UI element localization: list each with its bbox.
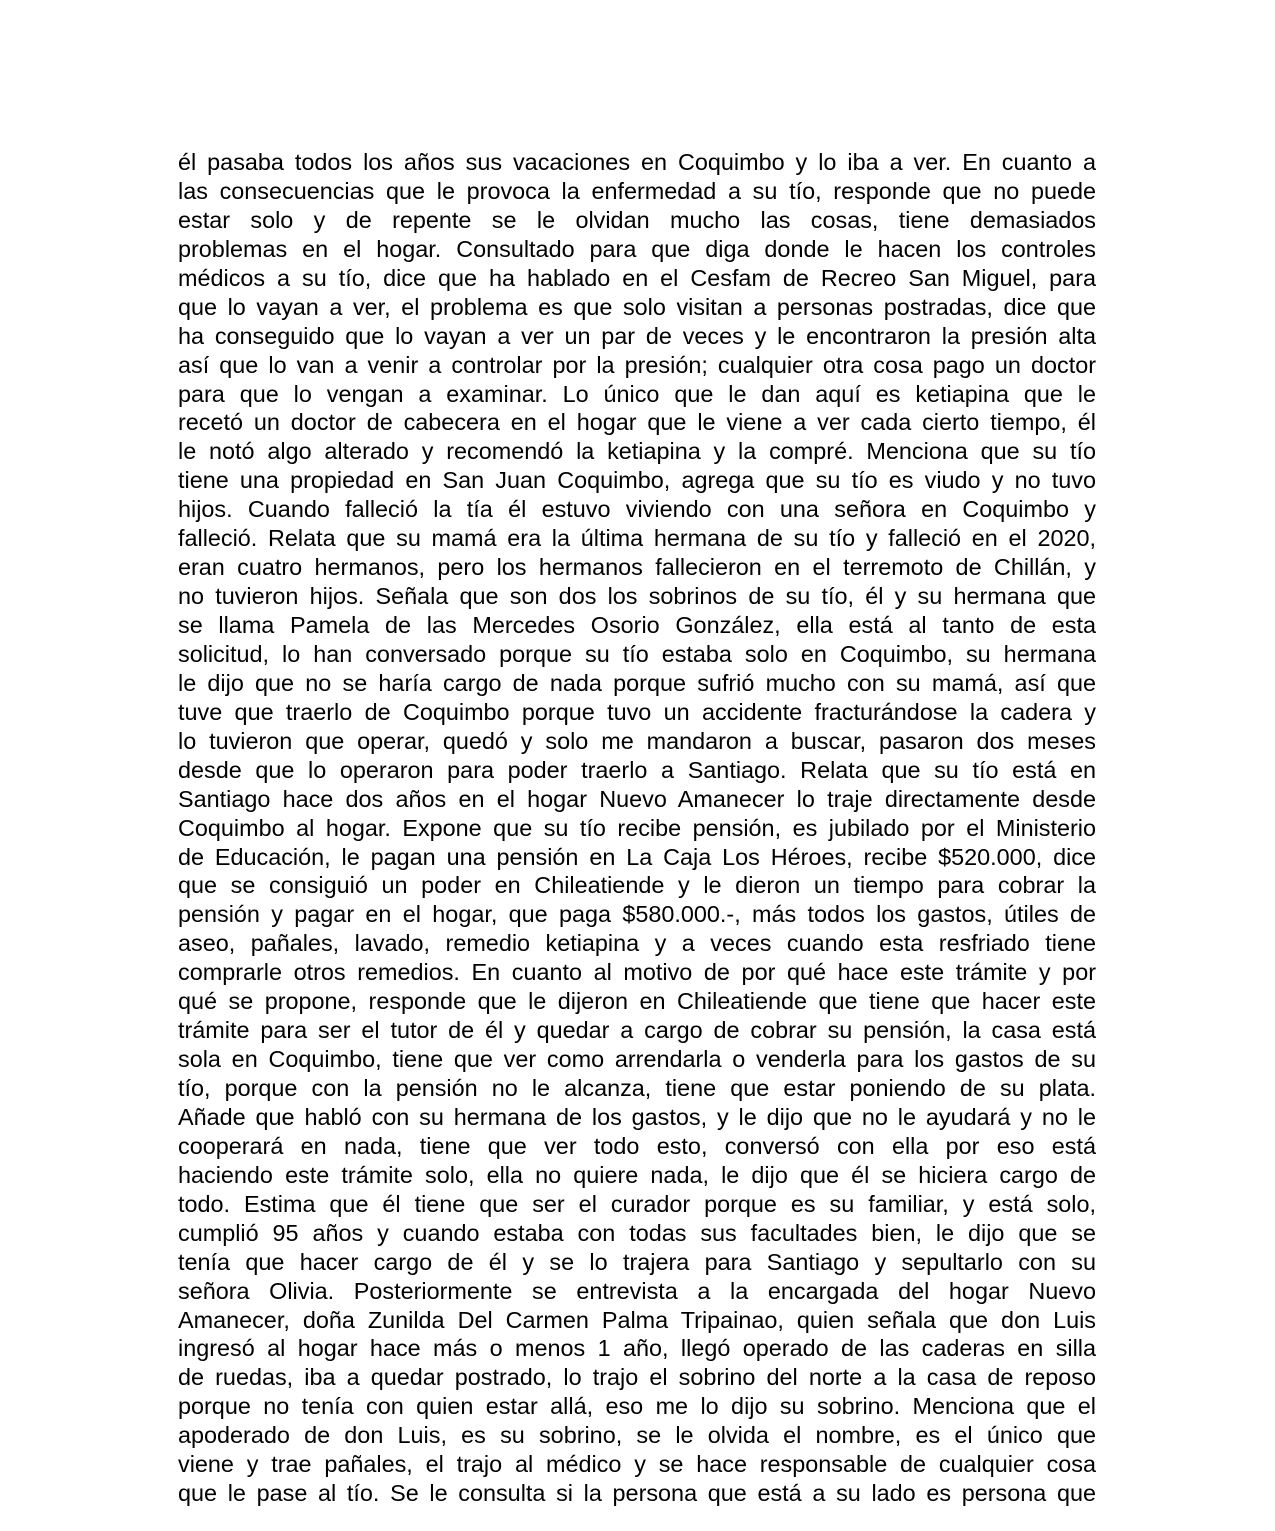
text-line: le dijo que no se haría cargo de nada porque sufrió mucho con su mamá, así que — [178, 669, 1096, 696]
text-line: sola en Coquimbo, tiene que ver como arrendarla o venderla para los gastos de su — [178, 1046, 1096, 1073]
text-line: todo. Estima que él tiene que ser el curador porque es su familiar, y está solo, — [178, 1190, 1096, 1217]
text-line: que le pase al tío. Se le consulta si la persona que está a su lado es persona que — [178, 1480, 1096, 1507]
text-line: no tuvieron hijos. Señala que son dos los sobrinos de su tío, él y su hermana que — [178, 583, 1096, 610]
text-line: cooperará en nada, tiene que ver todo esto, conversó con ella por eso está — [178, 1132, 1096, 1159]
text-line: haciendo este trámite solo, ella no quiere nada, le dijo que él se hiciera cargo de — [178, 1161, 1096, 1188]
text-line: pensión y pagar en el hogar, que paga $580.000.-, más todos los gastos, útiles de — [178, 901, 1096, 928]
text-line: Amanecer, doña Zunilda Del Carmen Palma Tripainao, quien señala que don Luis — [178, 1306, 1096, 1333]
text-line: porque no tenía con quien estar allá, eso me lo dijo su sobrino. Menciona que el — [178, 1393, 1096, 1420]
text-line: ingresó al hogar hace más o menos 1 año, llegó operado de las caderas en silla — [178, 1335, 1096, 1362]
text-line: que se consiguió un poder en Chileatiende y le dieron un tiempo para cobrar la — [178, 872, 1096, 899]
text-line: solicitud, lo han conversado porque su tío estaba solo en Coquimbo, su hermana — [178, 640, 1096, 667]
text-line: cumplió 95 años y cuando estaba con todas sus facultades bien, le dijo que se — [178, 1219, 1096, 1246]
text-line: qué se propone, responde que le dijeron en Chileatiende que tiene que hacer este — [178, 988, 1096, 1015]
text-line: lo tuvieron que operar, quedó y solo me mandaron a buscar, pasaron dos meses — [178, 727, 1096, 754]
text-line: Añade que habló con su hermana de los gastos, y le dijo que no le ayudará y no le — [178, 1103, 1096, 1130]
text-line: estar solo y de repente se le olvidan mucho las cosas, tiene demasiados — [178, 206, 1096, 233]
text-line: apoderado de don Luis, es su sobrino, se le olvida el nombre, es el único que — [178, 1422, 1096, 1449]
text-line: tiene una propiedad en San Juan Coquimbo, agrega que su tío es viudo y no tuvo — [178, 467, 1096, 494]
text-line: tenía que hacer cargo de él y se lo trajera para Santiago y sepultarlo con su — [178, 1248, 1096, 1275]
text-line: de Educación, le pagan una pensión en La Caja Los Héroes, recibe $520.000, dice — [178, 843, 1096, 870]
text-line: de ruedas, iba a quedar postrado, lo trajo el sobrino del norte a la casa de reposo — [178, 1364, 1096, 1391]
text-line: comprarle otros remedios. En cuanto al motivo de por qué hace este trámite y por — [178, 959, 1096, 986]
text-line: recetó un doctor de cabecera en el hogar que le viene a ver cada cierto tiempo, él — [178, 409, 1096, 436]
text-line: trámite para ser el tutor de él y quedar a cargo de cobrar su pensión, la casa está — [178, 1017, 1096, 1044]
text-line: médicos a su tío, dice que ha hablado en el Cesfam de Recreo San Miguel, para — [178, 264, 1096, 291]
text-line: Coquimbo al hogar. Expone que su tío recibe pensión, es jubilado por el Ministerio — [178, 814, 1096, 841]
text-line: que lo vayan a ver, el problema es que solo visitan a personas postradas, dice que — [178, 293, 1096, 320]
body-paragraph — [178, 148, 1096, 1508]
text-line: problemas en el hogar. Consultado para que diga donde le hacen los controles — [178, 235, 1096, 262]
text-line: tuve que traerlo de Coquimbo porque tuvo un accidente fracturándose la cadera y — [178, 698, 1096, 725]
text-line: él pasaba todos los años sus vacaciones en Coquimbo y lo iba a ver. En cuanto a — [178, 149, 1096, 175]
text-line: tío, porque con la pensión no le alcanza, tiene que estar poniendo de su plata. — [178, 1075, 1096, 1101]
text-line: le notó algo alterado y recomendó la ketiapina y la compré. Menciona que su tío — [178, 438, 1096, 465]
text-line: hijos. Cuando falleció la tía él estuvo viviendo con una señora en Coquimbo y — [178, 496, 1096, 523]
text-line: señora Olivia. Posteriormente se entrevista a la encargada del hogar Nuevo — [178, 1277, 1096, 1304]
text-line: aseo, pañales, lavado, remedio ketiapina y a veces cuando esta resfriado tiene — [178, 930, 1096, 957]
text-line: las consecuencias que le provoca la enfermedad a su tío, responde que no puede — [178, 177, 1096, 204]
text-line: así que lo van a venir a controlar por la presión; cualquier otra cosa pago un doctor — [178, 351, 1096, 378]
text-line: falleció. Relata que su mamá era la última hermana de su tío y falleció en el 2020, — [178, 525, 1096, 552]
text-line: eran cuatro hermanos, pero los hermanos fallecieron en el terremoto de Chillán, y — [178, 554, 1096, 581]
text-line: ha conseguido que lo vayan a ver un par de veces y le encontraron la presión alta — [178, 322, 1096, 349]
text-line: para que lo vengan a examinar. Lo único que le dan aquí es ketiapina que le — [178, 380, 1096, 407]
text-line: desde que lo operaron para poder traerlo a Santiago. Relata que su tío está en — [178, 756, 1096, 783]
text-line: se llama Pamela de las Mercedes Osorio González, ella está al tanto de esta — [178, 612, 1096, 638]
text-line: viene y trae pañales, el trajo al médico y se hace responsable de cualquier cosa — [178, 1451, 1096, 1478]
text-line: Santiago hace dos años en el hogar Nuevo Amanecer lo traje directamente desde — [178, 785, 1096, 812]
